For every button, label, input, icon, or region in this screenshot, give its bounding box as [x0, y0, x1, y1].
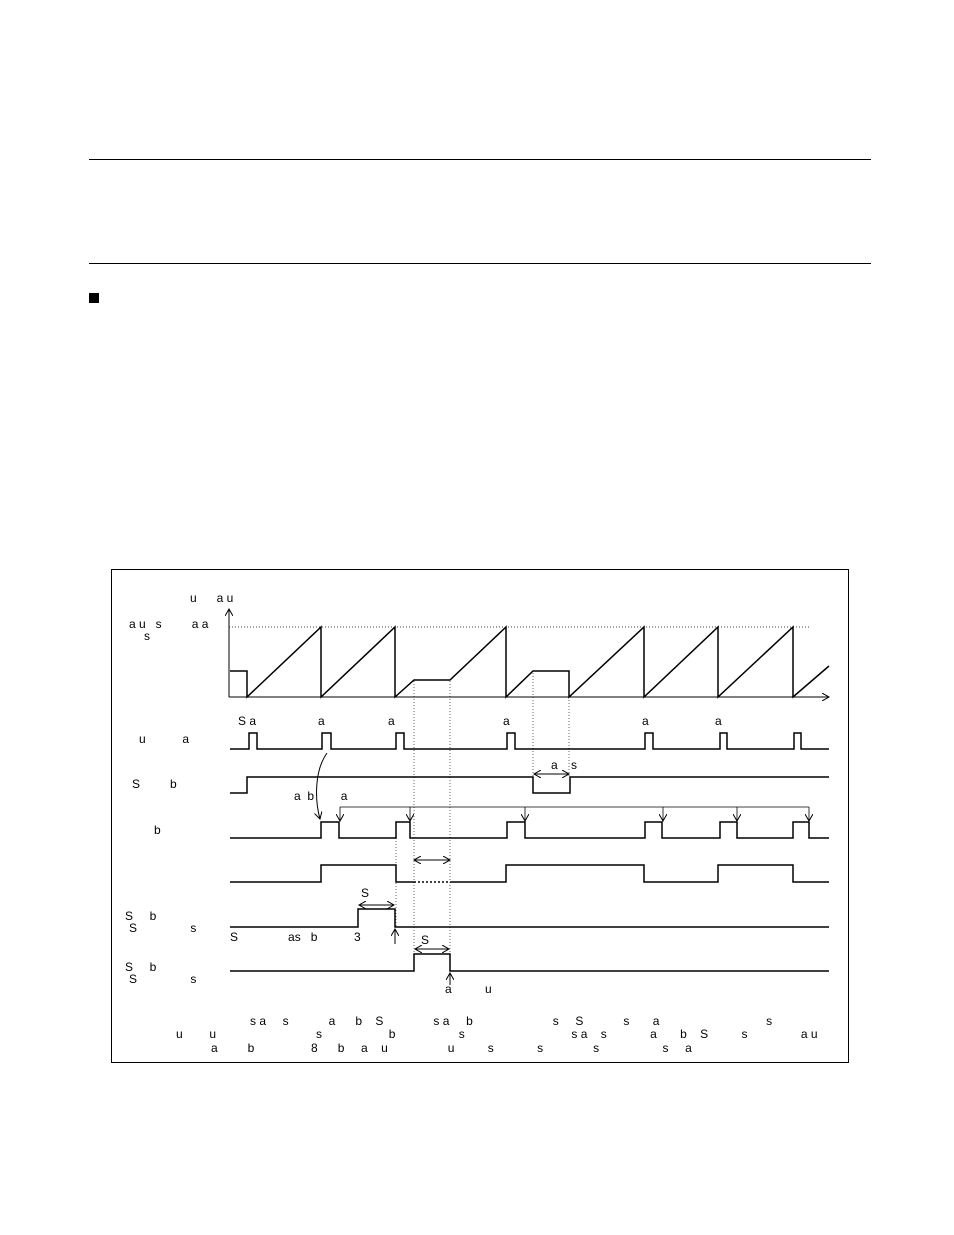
arrow-label: a b a — [294, 789, 348, 803]
row5-label-line-1: S b — [125, 909, 157, 923]
row6-label-line-1: S b — [125, 960, 157, 974]
axis-title-line-2: a u s a a — [129, 617, 209, 631]
pulse-tag: a — [642, 714, 649, 728]
timing-diagram-figure — [111, 569, 849, 1063]
pulse-tag: S a — [238, 714, 257, 728]
row6-label-line-2: S s — [129, 972, 197, 986]
pulse-tag: a — [503, 714, 510, 728]
row2-label: S b — [132, 777, 177, 791]
row6-bottom-label: a u — [445, 982, 492, 996]
timing-diagram — [112, 570, 848, 1062]
row6-waveform — [230, 954, 829, 971]
bottom-rule — [89, 263, 871, 264]
row4-waveform — [230, 865, 829, 882]
axis-title-line-1: u a u — [190, 591, 234, 605]
row6-interval-label: S — [421, 933, 430, 947]
note-line-2: u u s b s s a s a b S s a u — [176, 1027, 818, 1041]
pulse-row-label: u a — [139, 732, 190, 746]
note-line-3: a b 8 b a u u s s s s a — [211, 1041, 692, 1055]
pulse-tag: a — [388, 714, 395, 728]
sawtooth-waveform — [230, 627, 829, 697]
section-bullet-icon — [89, 293, 99, 303]
pulse-tag: a — [318, 714, 325, 728]
note-line-1: s a s a b S s a b s S s a s — [250, 1014, 773, 1028]
row5-interval-label: S — [361, 886, 370, 900]
interval-label: a s — [551, 758, 578, 772]
pulse-waveform — [230, 733, 829, 749]
row3-label: b — [154, 823, 161, 837]
row5-label-line-2: S s — [129, 921, 197, 935]
curved-arrow — [317, 753, 327, 819]
pulse-tag: a — [715, 714, 722, 728]
top-rule — [89, 159, 871, 160]
axis-title-line-3: s — [144, 629, 150, 643]
row3-waveform — [230, 822, 829, 838]
row5-waveform — [230, 909, 829, 927]
row5-bottom-label: S as b 3 — [230, 930, 361, 944]
